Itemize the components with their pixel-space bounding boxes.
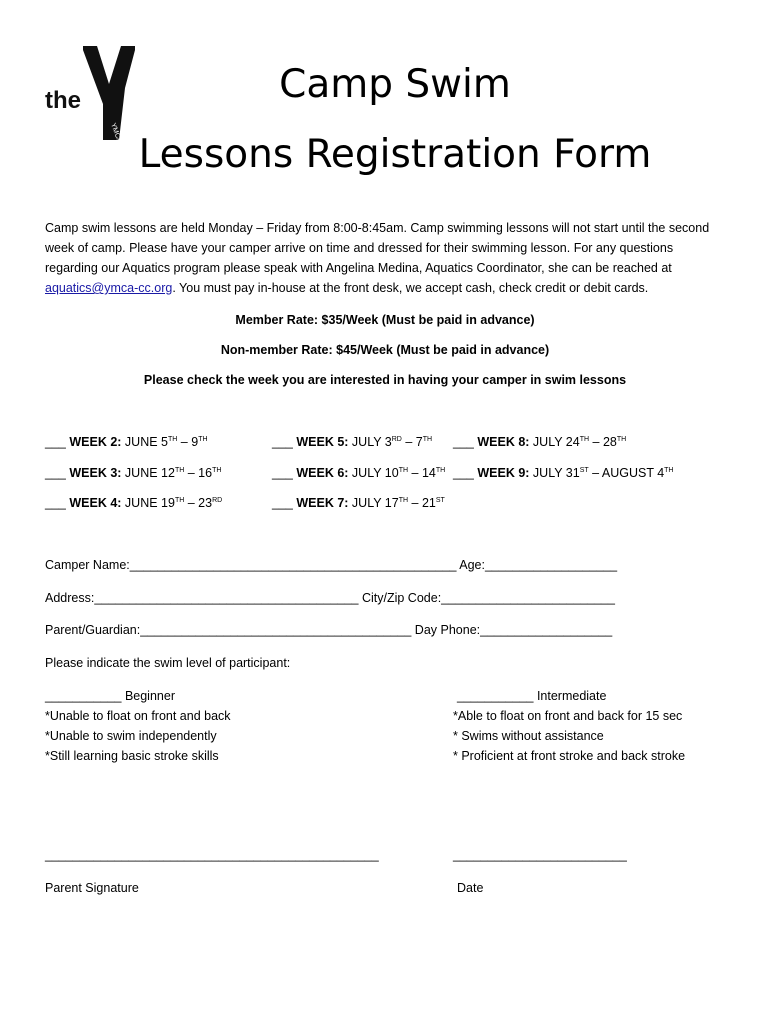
intermediate-desc: *Able to float on front and back for 15 sec	[453, 709, 683, 723]
swim-level-prompt: Please indicate the swim level of participant:	[45, 656, 291, 670]
logo-ymca-text: YMCA	[109, 122, 123, 142]
beginner-desc: *Still learning basic stroke skills	[45, 749, 219, 763]
parent-day-phone-field[interactable]: Parent/Guardian:_______________________________________ Day Phone:___________________	[45, 623, 613, 637]
week-instruction: Please check the week you are interested in having your camper in swim lessons	[143, 373, 627, 387]
date-line[interactable]: _________________________	[453, 848, 627, 862]
signature-label: Parent Signature	[45, 881, 139, 895]
page-title-line1: Camp Swim	[279, 62, 511, 107]
beginner-desc: *Unable to float on front and back	[45, 709, 231, 723]
intermediate-desc: * Proficient at front stroke and back stroke	[453, 749, 686, 763]
week-option[interactable]: ___ WEEK 7: JULY 17TH – 21ST	[272, 496, 445, 510]
signature-line[interactable]: ________________________________________________	[45, 848, 379, 862]
week-option[interactable]: ___ WEEK 8: JULY 24TH – 28TH	[453, 435, 627, 449]
date-label: Date	[457, 881, 484, 895]
beginner-desc: *Unable to swim independently	[45, 729, 217, 743]
page-title-line2: Lessons Registration Form	[138, 132, 652, 177]
intro-text: Camp swim lessons are held Monday – Friday from 8:00-8:45am. Camp swimming lessons will not start until the second week of camp. Please have your camper arrive on time and dressed for their swimming lesson. For any questions regarding our Aquatics program please speak with Angelina Medina, Aquatics Coordinator, she can be reached at	[45, 221, 710, 275]
intermediate-option[interactable]: ___________ Intermediate	[457, 689, 607, 703]
intermediate-desc: * Swims without assistance	[453, 729, 604, 743]
week-option[interactable]: ___ WEEK 9: JULY 31ST – AUGUST 4TH	[453, 466, 674, 480]
week-option[interactable]: ___ WEEK 3: JUNE 12TH – 16TH	[45, 466, 222, 480]
beginner-option[interactable]: ___________ Beginner	[45, 689, 175, 703]
week-option[interactable]: ___ WEEK 6: JULY 10TH – 14TH	[272, 466, 446, 480]
week-option[interactable]: ___ WEEK 2: JUNE 5TH – 9TH	[45, 435, 208, 449]
address-city-zip-field[interactable]: Address:______________________________________ City/Zip Code:_________________________	[45, 591, 615, 605]
member-rate: Member Rate: $35/Week (Must be paid in advance)	[235, 313, 535, 327]
nonmember-rate: Non-member Rate: $45/Week (Must be paid in advance)	[220, 343, 550, 357]
week-option[interactable]: ___ WEEK 4: JUNE 19TH – 23RD	[45, 496, 223, 510]
email-link[interactable]: aquatics@ymca-cc.org	[45, 281, 173, 295]
week-option[interactable]: ___ WEEK 5: JULY 3RD – 7TH	[272, 435, 433, 449]
intro-text-end: . You must pay in-house at the front desk, we accept cash, check credit or debit cards.	[172, 281, 649, 295]
logo-the-text: the	[45, 87, 81, 114]
camper-name-age-field[interactable]: Camper Name:_______________________________________________ Age:___________________	[45, 558, 618, 572]
intro-paragraph	[45, 218, 725, 298]
